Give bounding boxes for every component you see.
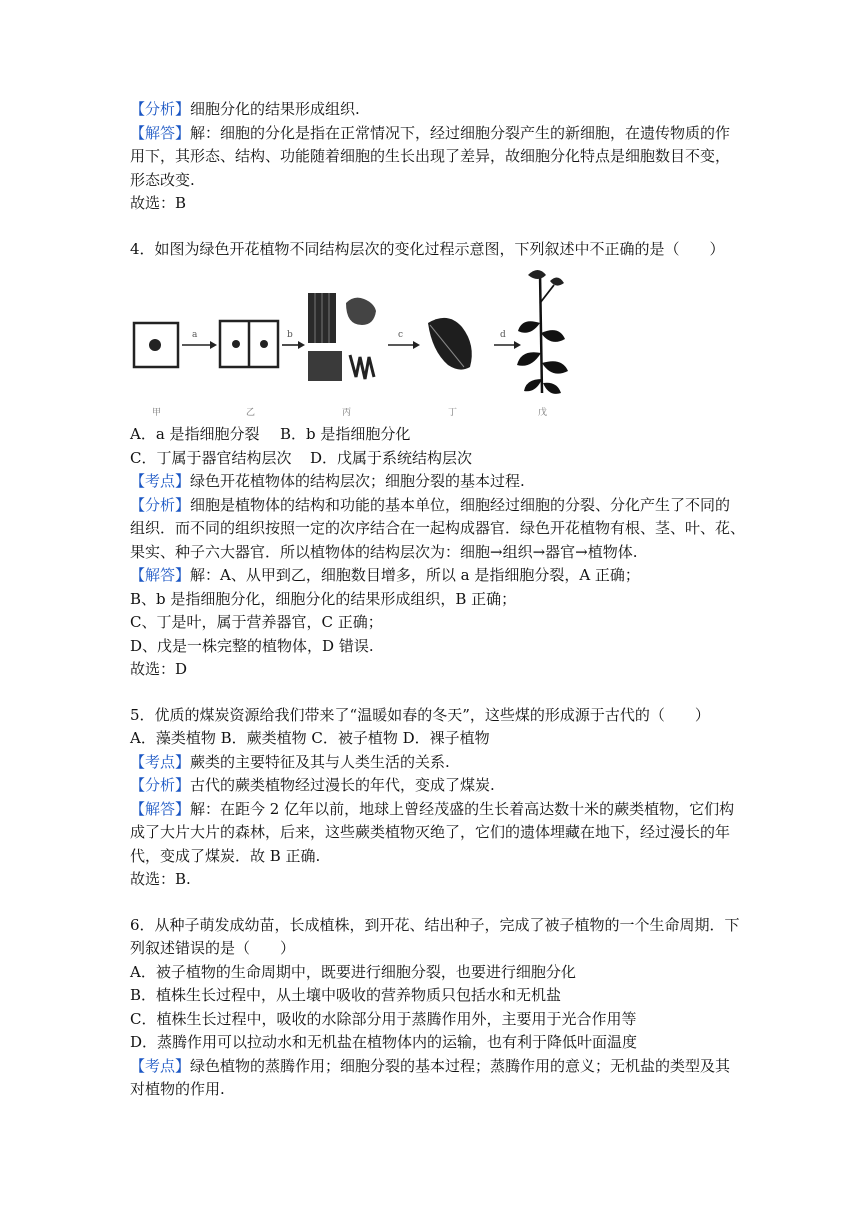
q4-answer-line-2: B、b 是指细胞分化，细胞分化的结果形成组织，B 正确； — [130, 589, 517, 608]
arrow-label-b: b — [287, 330, 293, 340]
analysis-tag: 【分析】 — [130, 495, 191, 514]
q5-answer-line-1: 【解答】解：在距今 2 亿年以前，地球上曾经茂盛的生长着高达数十米的蕨类植物，它们构 — [130, 799, 735, 818]
q5-point: 【考点】蕨类的主要特征及其与人类生活的关系. — [130, 752, 450, 771]
q6-option-a: A．被子植物的生命周期中，既要进行细胞分裂，也要进行细胞分化 — [130, 962, 576, 981]
arrow-label-d: d — [500, 330, 506, 340]
arrow-label-c: c — [398, 330, 404, 340]
q4-choice: 故选：D — [130, 660, 188, 678]
q4-options-row-2: C．丁属于器官结构层次 D．戊属于系统结构层次 — [130, 448, 473, 467]
q4-analysis-line-3: 果实、种子六大器官．所以植物体的结构层次为：细胞→组织→器官→植物体. — [130, 542, 638, 561]
answer-tag: 【解答】 — [130, 799, 191, 818]
q6-stem-line-1: 6．从种子萌发成幼苗，长成植株，到开花、结出种子，完成了被子植物的一个生命周期．下 — [130, 915, 740, 934]
leaf-organ — [428, 318, 472, 370]
whole-plant — [517, 270, 568, 394]
document-page — [130, 98, 746, 1102]
plant-structure-figure — [130, 263, 580, 423]
answer-tag: 【解答】 — [130, 566, 191, 584]
q3-analysis: 【分析】细胞分化的结果形成组织. — [130, 100, 360, 118]
q3-choice: 故选：B — [130, 194, 187, 212]
q5-answer-line-2: 成了大片大片的森林，后来，这些蕨类植物灭绝了，它们的遗体埋藏在地下，经过漫长的年 — [130, 823, 731, 841]
q4-analysis-line-1: 【分析】细胞是植物体的结构和功能的基本单位，细胞经过细胞的分裂、分化产生了不同的 — [130, 495, 731, 514]
q4-stem: 4．如图为绿色开花植物不同结构层次的变化过程示意图，下列叙述中不正确的是（ ） — [130, 239, 725, 258]
q3-answer-line-3: 形态改变. — [130, 170, 195, 189]
caption-ding: 丁 — [448, 408, 458, 418]
q4-analysis-line-2: 组织．而不同的组织按照一定的次序结合在一起构成器官．绿色开花植物有根、茎、叶、花、 — [130, 519, 746, 537]
q5-stem: 5．优质的煤炭资源给我们带来了“温暖如春的冬天”，这些煤的形成源于古代的（ ） — [130, 705, 710, 724]
q6-option-b: B．植株生长过程中，从土壤中吸收的营养物质只包括水和无机盐 — [130, 986, 562, 1004]
q4-answer-line-4: D、戊是一株完整的植物体，D 错误. — [130, 636, 374, 655]
q5-options: A．藻类植物 B．蕨类植物 C．被子植物 D．裸子植物 — [130, 729, 490, 747]
q4-options-row-1: A．a 是指细胞分裂 B．b 是指细胞分化 — [130, 425, 411, 443]
q5-answer-line-3: 代，变成了煤炭．故 B 正确. — [130, 846, 321, 865]
answer-tag: 【解答】 — [130, 123, 191, 142]
q4-point: 【考点】绿色开花植物体的结构层次；细胞分裂的基本过程. — [130, 472, 525, 490]
caption-yi: 乙 — [246, 408, 256, 418]
q3-answer-line-2: 用下，其形态、结构、功能随着细胞的生长出现了差异，故细胞分化特点是细胞数目不变， — [130, 147, 731, 165]
arrow-label-a: a — [192, 330, 198, 340]
point-tag: 【考点】 — [130, 472, 191, 490]
q6-option-c: C．植株生长过程中，吸收的水除部分用于蒸腾作用外，主要用于光合作用等 — [130, 1009, 637, 1028]
analysis-tag: 【分析】 — [130, 100, 191, 118]
q4-answer-line-3: C、丁是叶，属于营养器官，C 正确； — [130, 613, 383, 631]
point-tag: 【考点】 — [130, 752, 191, 771]
q5-choice: 故选：B. — [130, 870, 191, 888]
arrow-c — [388, 341, 420, 349]
q4-answer-line-1: 【解答】解：A、从甲到乙，细胞数目增多，所以 a 是指细胞分裂，A 正确； — [130, 566, 640, 584]
cell-pair — [220, 321, 278, 367]
q5-analysis: 【分析】古代的蕨类植物经过漫长的年代，变成了煤炭. — [130, 776, 495, 794]
arrow-d — [494, 341, 521, 349]
arrow-b — [282, 341, 305, 349]
caption-jia: 甲 — [152, 408, 162, 418]
caption-wu: 戊 — [538, 408, 548, 418]
q6-stem-line-2: 列叙述错误的是（ ） — [130, 939, 296, 957]
analysis-tag: 【分析】 — [130, 776, 191, 794]
tissues — [308, 293, 376, 381]
q3-answer-line-1: 【解答】解：细胞的分化是指在正常情况下，经过细胞分裂产生的新细胞，在遗传物质的作 — [130, 123, 731, 142]
point-tag: 【考点】 — [130, 1056, 191, 1075]
q6-point-line-1: 【考点】绿色植物的蒸腾作用；细胞分裂的基本过程；蒸腾作用的意义；无机盐的类型及其 — [130, 1056, 731, 1075]
q6-option-d: D．蒸腾作用可以拉动水和无机盐在植物体内的运输，也有利于降低叶面温度 — [130, 1033, 638, 1051]
caption-bing: 丙 — [342, 408, 352, 418]
plant-structure-diagram — [130, 263, 580, 423]
arrow-a — [182, 341, 217, 349]
cell-single — [134, 323, 178, 367]
q6-point-line-2: 对植物的作用. — [130, 1080, 225, 1098]
